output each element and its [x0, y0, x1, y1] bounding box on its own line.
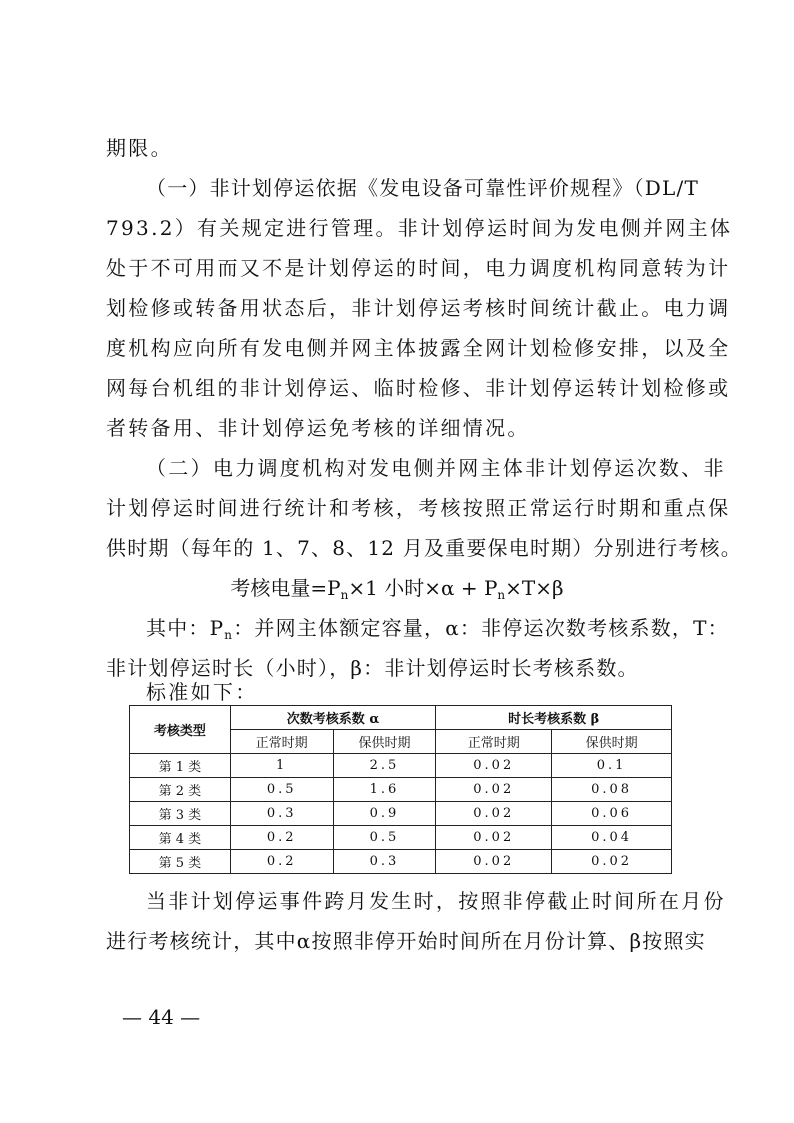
cell-value: 0.02	[436, 802, 552, 826]
cell-value: 0.02	[436, 754, 552, 778]
paragraph-line: 期限。	[106, 136, 173, 160]
header-alpha: 次数考核系数 α	[230, 706, 436, 730]
table-row	[130, 826, 672, 850]
cell-value: 0.04	[552, 826, 672, 850]
subheader-normal: 正常时期	[230, 730, 333, 754]
cell-type: 第 3 类	[130, 802, 231, 826]
cell-value: 0.02	[552, 850, 672, 874]
cell-value: 0.9	[333, 802, 436, 826]
cell-value: 0.02	[436, 826, 552, 850]
assessment-formula: 考核电量$=P_n\times 1$ 小时$\times\alpha + P_n\times T\times\beta$	[230, 576, 564, 602]
cell-type: 第 5 类	[130, 850, 231, 874]
cell-value: 2.5	[333, 754, 436, 778]
paragraph-line: 793.2）有关规定进行管理。非计划停运时间为发电侧并网主体	[106, 216, 733, 240]
paragraph-line: 处于不可用而又不是计划停运的时间，电力调度机构同意转为计	[106, 256, 731, 280]
cell-type: 第 2 类	[130, 778, 231, 802]
cell-value: 0.2	[230, 850, 333, 874]
paragraph-line: 划检修或转备用状态后，非计划停运考核时间统计截止。电力调	[106, 296, 731, 320]
table-row	[130, 778, 672, 802]
cell-value: 0.5	[230, 778, 333, 802]
cell-value: 1.6	[333, 778, 436, 802]
cell-value: 0.3	[230, 802, 333, 826]
page-number: — 44 —	[122, 1005, 201, 1029]
cell-type: 第 1 类	[130, 754, 231, 778]
coefficient-table	[129, 705, 672, 874]
header-type: 考核类型	[130, 706, 231, 754]
paragraph-line: 者转备用、非计划停运免考核的详细情况。	[106, 416, 530, 440]
header-beta: 时长考核系数 β	[436, 706, 672, 730]
paragraph-line: 供时期（每年的 1、7、8、12 月及重要保电时期）分别进行考核。	[106, 536, 742, 560]
cell-value: 0.02	[436, 850, 552, 874]
subheader-guarantee: 保供时期	[552, 730, 672, 754]
table-header-row	[130, 706, 672, 730]
table-row	[130, 802, 672, 826]
paragraph-line: 进行考核统计，其中α按照非停开始时间所在月份计算、β按照实	[106, 929, 706, 953]
cell-value: 0.5	[333, 826, 436, 850]
subheader-normal: 正常时期	[436, 730, 552, 754]
paragraph-line: 度机构应向所有发电侧并网主体披露全网计划检修安排，以及全	[106, 336, 731, 360]
standard-intro: 标准如下：	[146, 680, 258, 704]
paragraph-line: 当非计划停运事件跨月发生时，按照非停截止时间所在月份	[146, 889, 726, 913]
table-row	[130, 754, 672, 778]
cell-value: 1	[230, 754, 333, 778]
formula-explanation: 其中：$P_n$：并网主体额定容量，α：非停运次数考核系数，T：	[146, 616, 729, 642]
paragraph-line: 网每台机组的非计划停运、临时检修、非计划停运转计划检修或	[106, 376, 731, 400]
cell-value: 0.02	[436, 778, 552, 802]
cell-value: 0.06	[552, 802, 672, 826]
cell-value: 0.2	[230, 826, 333, 850]
subheader-guarantee: 保供时期	[333, 730, 436, 754]
formula-explanation: 非计划停运时长（小时），β：非计划停运时长考核系数。	[106, 656, 639, 680]
paragraph-line: （一）非计划停运依据《发电设备可靠性评价规程》（DL/T	[146, 176, 699, 200]
cell-value: 0.3	[333, 850, 436, 874]
cell-value: 0.1	[552, 754, 672, 778]
paragraph-line: （二）电力调度机构对发电侧并网主体非计划停运次数、非	[146, 456, 726, 480]
table-row	[130, 850, 672, 874]
cell-type: 第 4 类	[130, 826, 231, 850]
paragraph-line: 计划停运时间进行统计和考核，考核按照正常运行时期和重点保	[106, 496, 731, 520]
cell-value: 0.08	[552, 778, 672, 802]
